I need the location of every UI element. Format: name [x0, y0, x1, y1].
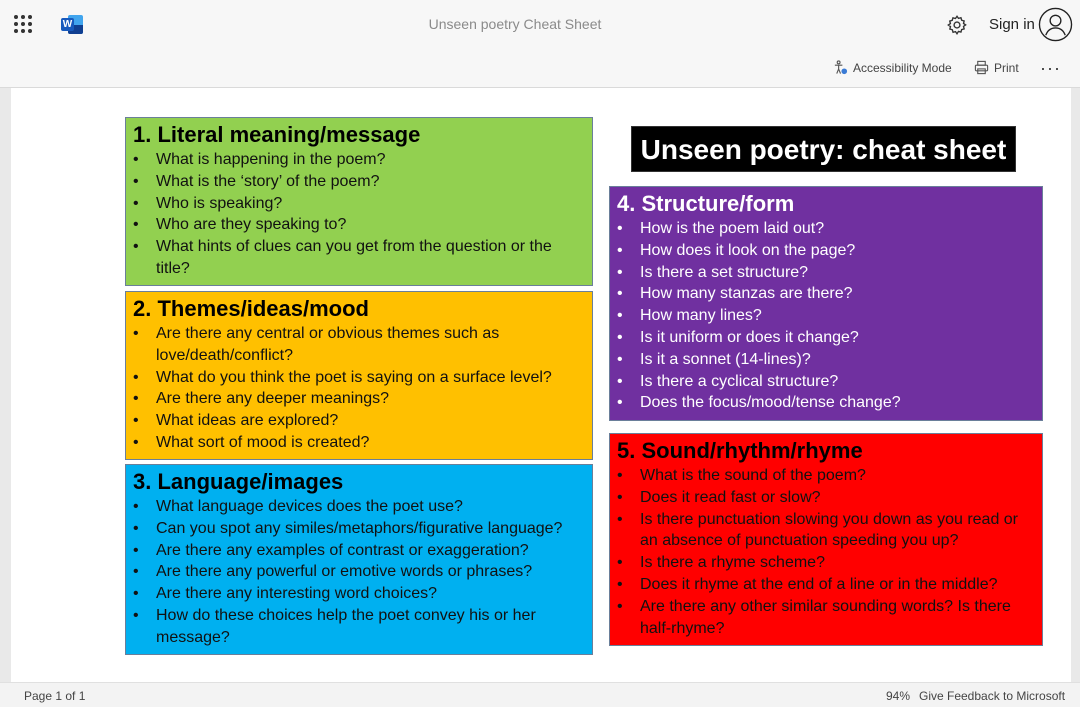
list-item: • What do you think the poet is saying on a surface level?	[133, 367, 584, 389]
zoom-level[interactable]: 94%	[886, 689, 911, 703]
list-item: • Are there any deeper meanings?	[133, 388, 584, 410]
list-item: • Are there any examples of contrast or exaggeration?	[133, 540, 584, 562]
section-list	[133, 149, 584, 280]
accessibility-label: Accessibility Mode	[853, 60, 952, 75]
cheat-sheet-title: Unseen poetry: cheat sheet	[631, 126, 1016, 172]
list-item: • Are there any powerful or emotive words or phrases?	[133, 561, 584, 583]
print-label: Print	[994, 60, 1019, 75]
list-item: • Does it rhyme at the end of a line or in the middle?	[617, 574, 1034, 596]
list-item: • What hints of clues can you get from the question or the title?	[133, 236, 584, 280]
section-list	[133, 496, 584, 649]
user-avatar-icon[interactable]	[1038, 7, 1073, 42]
list-item: • Is there punctuation slowing you down as you read or an absence of punctuation speeding you up?	[617, 509, 1034, 553]
section-heading: 5. Sound/rhythm/rhyme	[617, 438, 863, 463]
printer-icon	[974, 60, 989, 75]
list-item: • Is there a set structure?	[617, 262, 1034, 284]
section-list	[617, 465, 1034, 639]
status-bar	[0, 682, 1080, 707]
section-heading: 4. Structure/form	[617, 191, 795, 216]
list-item: • Are there any central or obvious themes such as love/death/conflict?	[133, 323, 584, 367]
section-list	[133, 323, 584, 454]
section-literal-meaning	[125, 117, 593, 286]
list-item: • Are there any other similar sounding words? Is there half-rhyme?	[617, 596, 1034, 640]
list-item: • Is there a cyclical structure?	[617, 371, 1034, 393]
document-viewport[interactable]	[0, 88, 1080, 682]
section-structure	[609, 186, 1043, 421]
list-item: • What language devices does the poet use?	[133, 496, 584, 518]
list-item: • How is the poem laid out?	[617, 218, 1034, 240]
document-title[interactable]: Unseen poetry Cheat Sheet	[428, 16, 602, 32]
section-heading: 3. Language/images	[133, 469, 344, 494]
section-sound	[609, 433, 1043, 646]
list-item: • Does the focus/mood/tense change?	[617, 392, 1034, 414]
top-bar	[0, 0, 1080, 50]
sign-in-link[interactable]: Sign in	[989, 16, 1035, 33]
feedback-link[interactable]: Give Feedback to Microsoft	[919, 689, 1066, 703]
list-item: • What is the sound of the poem?	[617, 465, 1034, 487]
settings-gear-icon[interactable]	[946, 14, 968, 36]
list-item: • Are there any interesting word choices?	[133, 583, 584, 605]
reader-toolbar	[0, 50, 1080, 88]
list-item: • Is it uniform or does it change?	[617, 327, 1034, 349]
list-item: • Is it a sonnet (14-lines)?	[617, 349, 1034, 371]
list-item: • What sort of mood is created?	[133, 432, 584, 454]
list-item: • Who are they speaking to?	[133, 214, 584, 236]
more-options-button[interactable]: ···	[1040, 58, 1061, 78]
accessibility-icon	[833, 60, 848, 75]
print-button[interactable]	[974, 60, 1019, 75]
list-item: • Does it read fast or slow?	[617, 487, 1034, 509]
list-item: • How do these choices help the poet convey his or her message?	[133, 605, 584, 649]
page-count: Page 1 of 1	[24, 689, 86, 703]
list-item: • Who is speaking?	[133, 193, 584, 215]
list-item: • How does it look on the page?	[617, 240, 1034, 262]
list-item: • How many lines?	[617, 305, 1034, 327]
section-heading: 2. Themes/ideas/mood	[133, 296, 369, 321]
list-item: • Is there a rhyme scheme?	[617, 552, 1034, 574]
list-item: • How many stanzas are there?	[617, 283, 1034, 305]
section-themes	[125, 291, 593, 460]
list-item: • What is the ‘story’ of the poem?	[133, 171, 584, 193]
list-item: • Can you spot any similes/metaphors/figurative language?	[133, 518, 584, 540]
accessibility-mode-button[interactable]	[833, 60, 952, 75]
list-item: • What is happening in the poem?	[133, 149, 584, 171]
word-logo-icon[interactable]: W	[61, 15, 83, 34]
section-language	[125, 464, 593, 655]
section-list	[617, 218, 1034, 414]
list-item: • What ideas are explored?	[133, 410, 584, 432]
document-page	[11, 88, 1071, 682]
section-heading: 1. Literal meaning/message	[133, 122, 421, 147]
